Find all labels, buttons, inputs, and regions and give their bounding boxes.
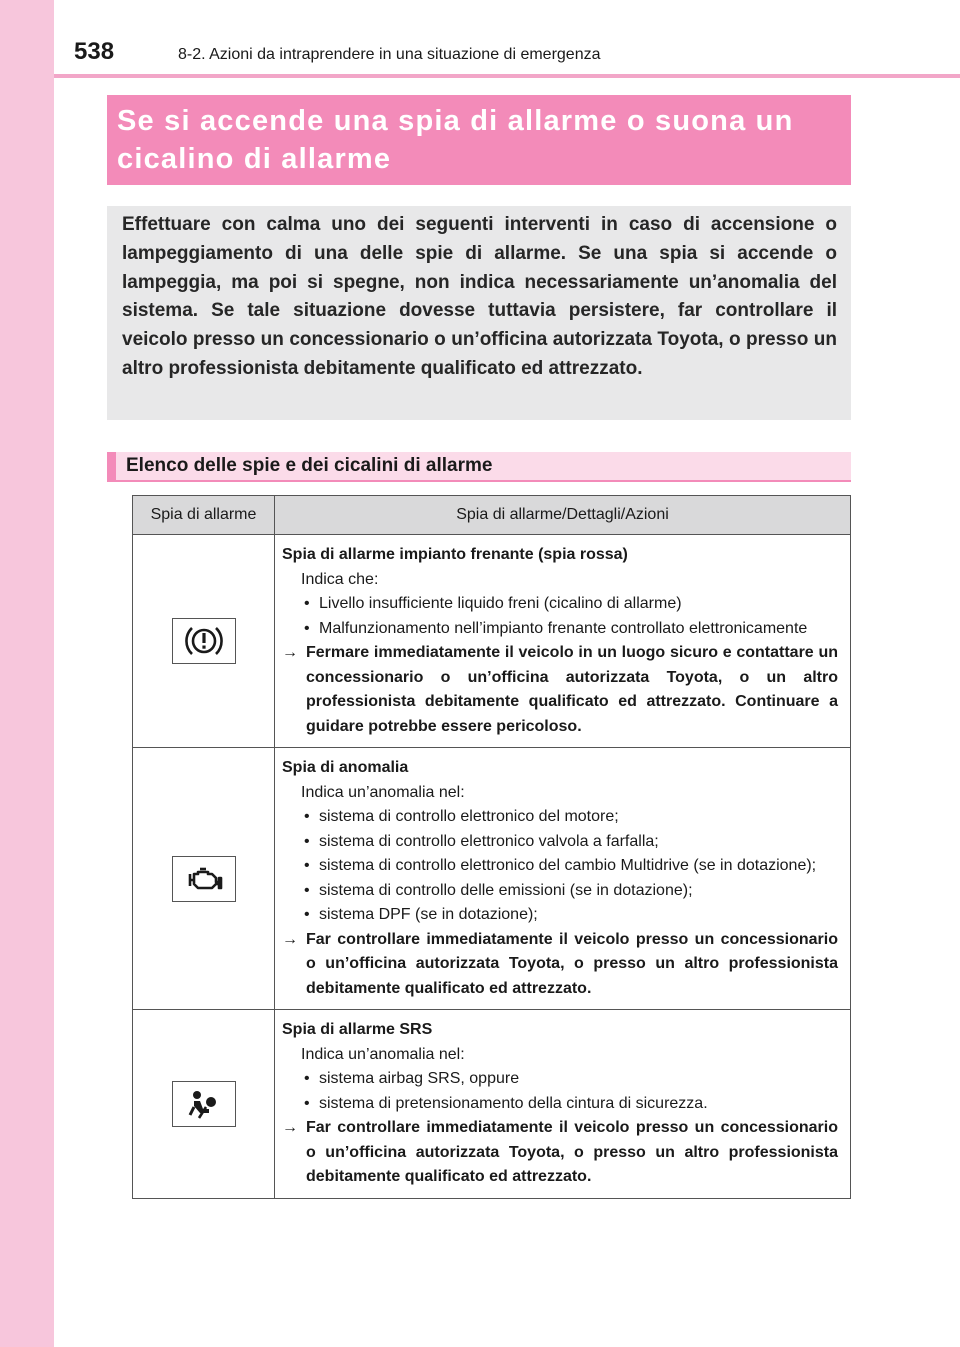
table-row [133, 535, 851, 748]
warning-lights-table [132, 495, 851, 1199]
list-item: • sistema di controllo elettronico del motore; [282, 805, 838, 830]
row-title: Spia di allarme SRS [282, 1021, 433, 1038]
action-text-body: Far controllare immediatamente il veicolo presso un concessionario o un’officina autorizzata Toyota, o presso un altro professionista debitamente qualificato ed attrezzato. [306, 930, 838, 997]
icon-cell [133, 1010, 275, 1199]
page-title-line-1: Se si accende una spia di allarme o suona un [117, 105, 794, 137]
bullet-list [282, 592, 838, 641]
side-color-band [0, 0, 54, 1347]
action-text [282, 641, 838, 739]
details-cell [275, 748, 851, 1010]
page-title [117, 102, 841, 178]
bullet-list [282, 805, 838, 928]
arrow-icon: → [282, 1119, 298, 1136]
list-item: • Livello insufficiente liquido freni (cicalino di allarme) [282, 592, 838, 617]
details-cell [275, 1010, 851, 1199]
list-item: • Malfunzionamento nell’impianto frenante controllato elettronicamente [282, 617, 838, 642]
row-title: Spia di allarme impianto frenante (spia rossa) [282, 546, 628, 563]
table-header-row [133, 496, 851, 535]
section-heading-text: Elenco delle spie e dei cicalini di allarme [126, 455, 493, 476]
list-item: • sistema di controllo elettronico valvola a farfalla; [282, 830, 838, 855]
section-title-band [107, 95, 851, 185]
action-text-body: Fermare immediatamente il veicolo in un luogo sicuro e contattare un concessionario o un’officina autorizzata Toyota, o un altro professionista debitamente qualificato ed attrezzato. Continuare a guidare potrebbe essere pericoloso. [306, 644, 838, 735]
section-heading [107, 452, 851, 482]
action-text [282, 1116, 838, 1190]
list-item: • sistema DPF (se in dotazione); [282, 903, 838, 928]
arrow-icon: → [282, 644, 298, 661]
column-header-details: Spia di allarme/Dettagli/Azioni [275, 496, 851, 535]
intro-box [107, 206, 851, 420]
action-text-body: Far controllare immediatamente il veicolo presso un concessionario o un’officina autorizzata Toyota, o presso un altro professionista debitamente qualificato ed attrezzato. [306, 1119, 838, 1185]
page-title-line-2: cicalino di allarme [117, 143, 392, 175]
page-number: 538 [74, 38, 115, 65]
list-item: • sistema airbag SRS, oppure [282, 1067, 838, 1092]
icon-cell [133, 535, 275, 748]
list-item: • sistema di pretensionamento della cintura di sicurezza. [282, 1092, 838, 1117]
column-header-warning-light: Spia di allarme [133, 496, 275, 535]
table-row [133, 748, 851, 1010]
brake-warning-icon [172, 618, 236, 664]
details-cell [275, 535, 851, 748]
icon-cell [133, 748, 275, 1010]
running-header: 8-2. Azioni da intraprendere in una situazione di emergenza [178, 46, 601, 63]
action-text [282, 928, 838, 1002]
check-engine-icon [172, 856, 236, 902]
bullet-list [282, 1067, 838, 1116]
list-item: • sistema di controllo delle emissioni (se in dotazione); [282, 879, 838, 904]
row-intro: Indica un’anomalia nel: [301, 783, 465, 801]
row-intro: Indica un’anomalia nel: [301, 1045, 465, 1063]
intro-text: Effettuare con calma uno dei seguenti interventi in caso di accensione o lampeggiamento di una delle spie di allarme. Se una spia si accende o lampeggia, ma poi si spegne, non indica necessariamente un’anomalia del sistema. Se tale situazione dovesse tuttavia persistere, far controllare il veicolo presso un concessionario o un’officina autorizzata Toyota, o presso un altro professionista debitamente qualificato ed attrezzato. [122, 214, 837, 379]
arrow-icon: → [282, 930, 298, 948]
row-intro: Indica che: [301, 570, 379, 588]
row-title: Spia di anomalia [282, 759, 409, 776]
table-row [133, 1010, 851, 1199]
header-rule [54, 74, 960, 78]
srs-airbag-icon [172, 1081, 236, 1127]
list-item: • sistema di controllo elettronico del cambio Multidrive (se in dotazione); [282, 854, 838, 879]
